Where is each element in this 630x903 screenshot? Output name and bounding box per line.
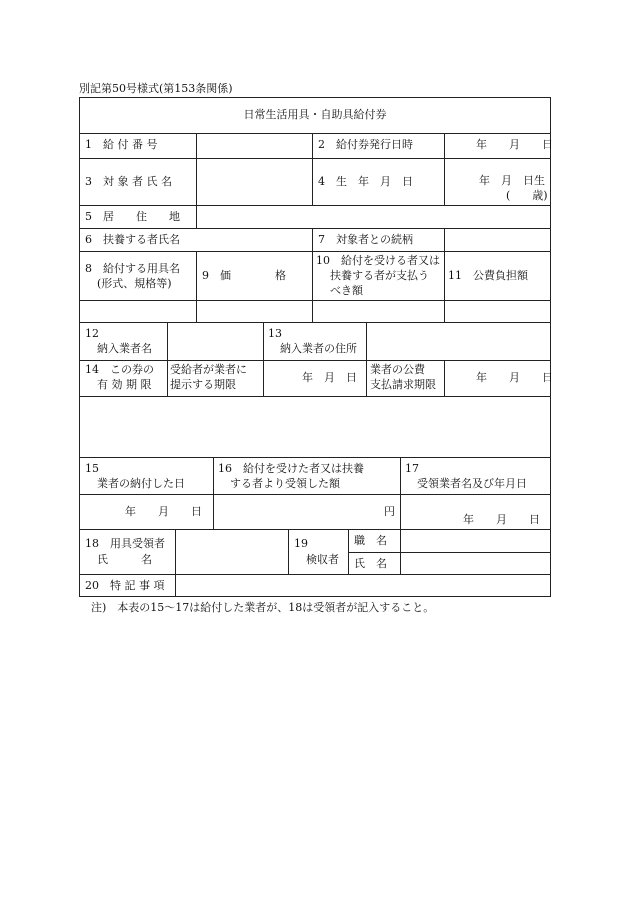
field-16-label: 16 給付を受けた者又は扶養 [218,462,364,475]
form-reference: 別記第50号様式(第153条関係) [79,82,233,95]
field-9-label: 9 価 格 [202,269,286,282]
field-2-date[interactable]: 年 月 日 [476,138,553,151]
field-18-label-2: 氏 名 [97,553,152,566]
col-line [348,529,349,574]
field-12-label: 納入業者名 [97,342,152,355]
field-19-post-label: 職 名 [354,534,387,547]
field-12-value[interactable] [168,323,262,359]
field-10-label-2: 扶養する者が支払う [330,269,429,282]
field-18-value[interactable] [176,530,287,573]
field-14-claim-label: 業者の公費 [370,363,425,376]
field-13-number: 13 [268,327,282,340]
field-14-claim-label-2: 支払請求期限 [370,378,436,391]
field-1-value[interactable] [197,134,311,157]
col-line [288,529,289,574]
field-15-number: 15 [85,462,99,475]
field-19-label: 検収者 [306,553,339,566]
row-line [79,360,551,361]
field-8-value[interactable] [80,301,195,321]
field-8-label: 8 給付する用具名 [85,262,180,275]
field-14-label-2: 有 効 期 限 [97,378,152,391]
field-17-label: 受領業者名及び年月日 [417,477,527,490]
col-line [400,457,401,529]
field-16-value[interactable] [214,495,382,528]
field-7-value[interactable] [445,229,550,250]
row-line [79,251,551,252]
field-7-label: 7 対象者との続柄 [318,233,413,246]
field-12-number: 12 [85,327,99,340]
field-4-age[interactable]: ( 歳) [506,189,548,202]
field-17-number: 17 [405,462,419,475]
field-14-presentation-label-2: 提示する期限 [170,378,236,391]
field-20-label: 20 特 記 事 項 [85,579,165,592]
row-line [79,158,551,159]
field-16-unit: 円 [384,505,395,518]
field-11-label: 11 公費負担額 [448,269,528,282]
field-6-value[interactable] [197,229,311,250]
field-14-presentation-date[interactable]: 年 月 日 [302,371,357,384]
field-4-date[interactable]: 年 月 日生 [479,174,545,187]
field-10-label-3: べき額 [330,284,363,297]
field-2-label: 2 給付券発行日時 [318,138,413,151]
field-1-label: 1 給 付 番 号 [85,138,158,151]
field-13-value[interactable] [367,323,550,359]
field-14-presentation-label: 受給者が業者に [170,363,247,376]
row-line [79,396,551,397]
field-9-value[interactable] [197,301,311,321]
field-10-value[interactable] [313,301,443,321]
field-6-label: 6 扶養する者氏名 [85,233,180,246]
footnote: 注) 本表の15～17は給付した業者が、18は受領者が記入すること。 [91,601,435,614]
field-19-name-value[interactable] [401,553,550,573]
row-line [79,457,551,458]
field-11-value[interactable] [445,301,550,321]
field-5-label: 5 居 住 地 [85,210,180,223]
field-19-name-label: 氏 名 [354,557,387,570]
field-19-number: 19 [294,537,308,550]
field-15-date[interactable]: 年 月 日 [125,505,202,518]
field-15-label: 業者の納付した日 [97,477,185,490]
row-line [79,133,551,134]
field-17-date[interactable]: 年 月 日 [463,513,540,526]
field-19-post-value[interactable] [401,530,550,551]
field-5-value[interactable] [197,206,550,227]
field-20-value[interactable] [176,575,550,596]
field-10-label: 10 給付を受ける者又は [316,254,440,267]
field-14-label: 14 この券の [85,363,154,376]
field-14-claim-date[interactable]: 年 月 日 [476,371,553,384]
form-title: 日常生活用具・自助具給付券 [243,108,387,121]
col-line [312,133,313,205]
col-line [312,228,313,251]
field-4-label: 4 生 年 月 日 [318,175,413,188]
col-line [263,322,264,396]
field-16-label-2: する者より受領した額 [230,477,340,490]
field-18-label: 18 用具受領者 [85,537,165,550]
col-line [444,133,445,205]
field-3-value[interactable] [197,159,311,204]
col-line [444,360,445,396]
field-8-sublabel: (形式、規格等) [97,277,172,290]
field-3-label: 3 対 象 者 氏 名 [85,175,172,188]
field-13-label: 納入業者の住所 [280,342,357,355]
